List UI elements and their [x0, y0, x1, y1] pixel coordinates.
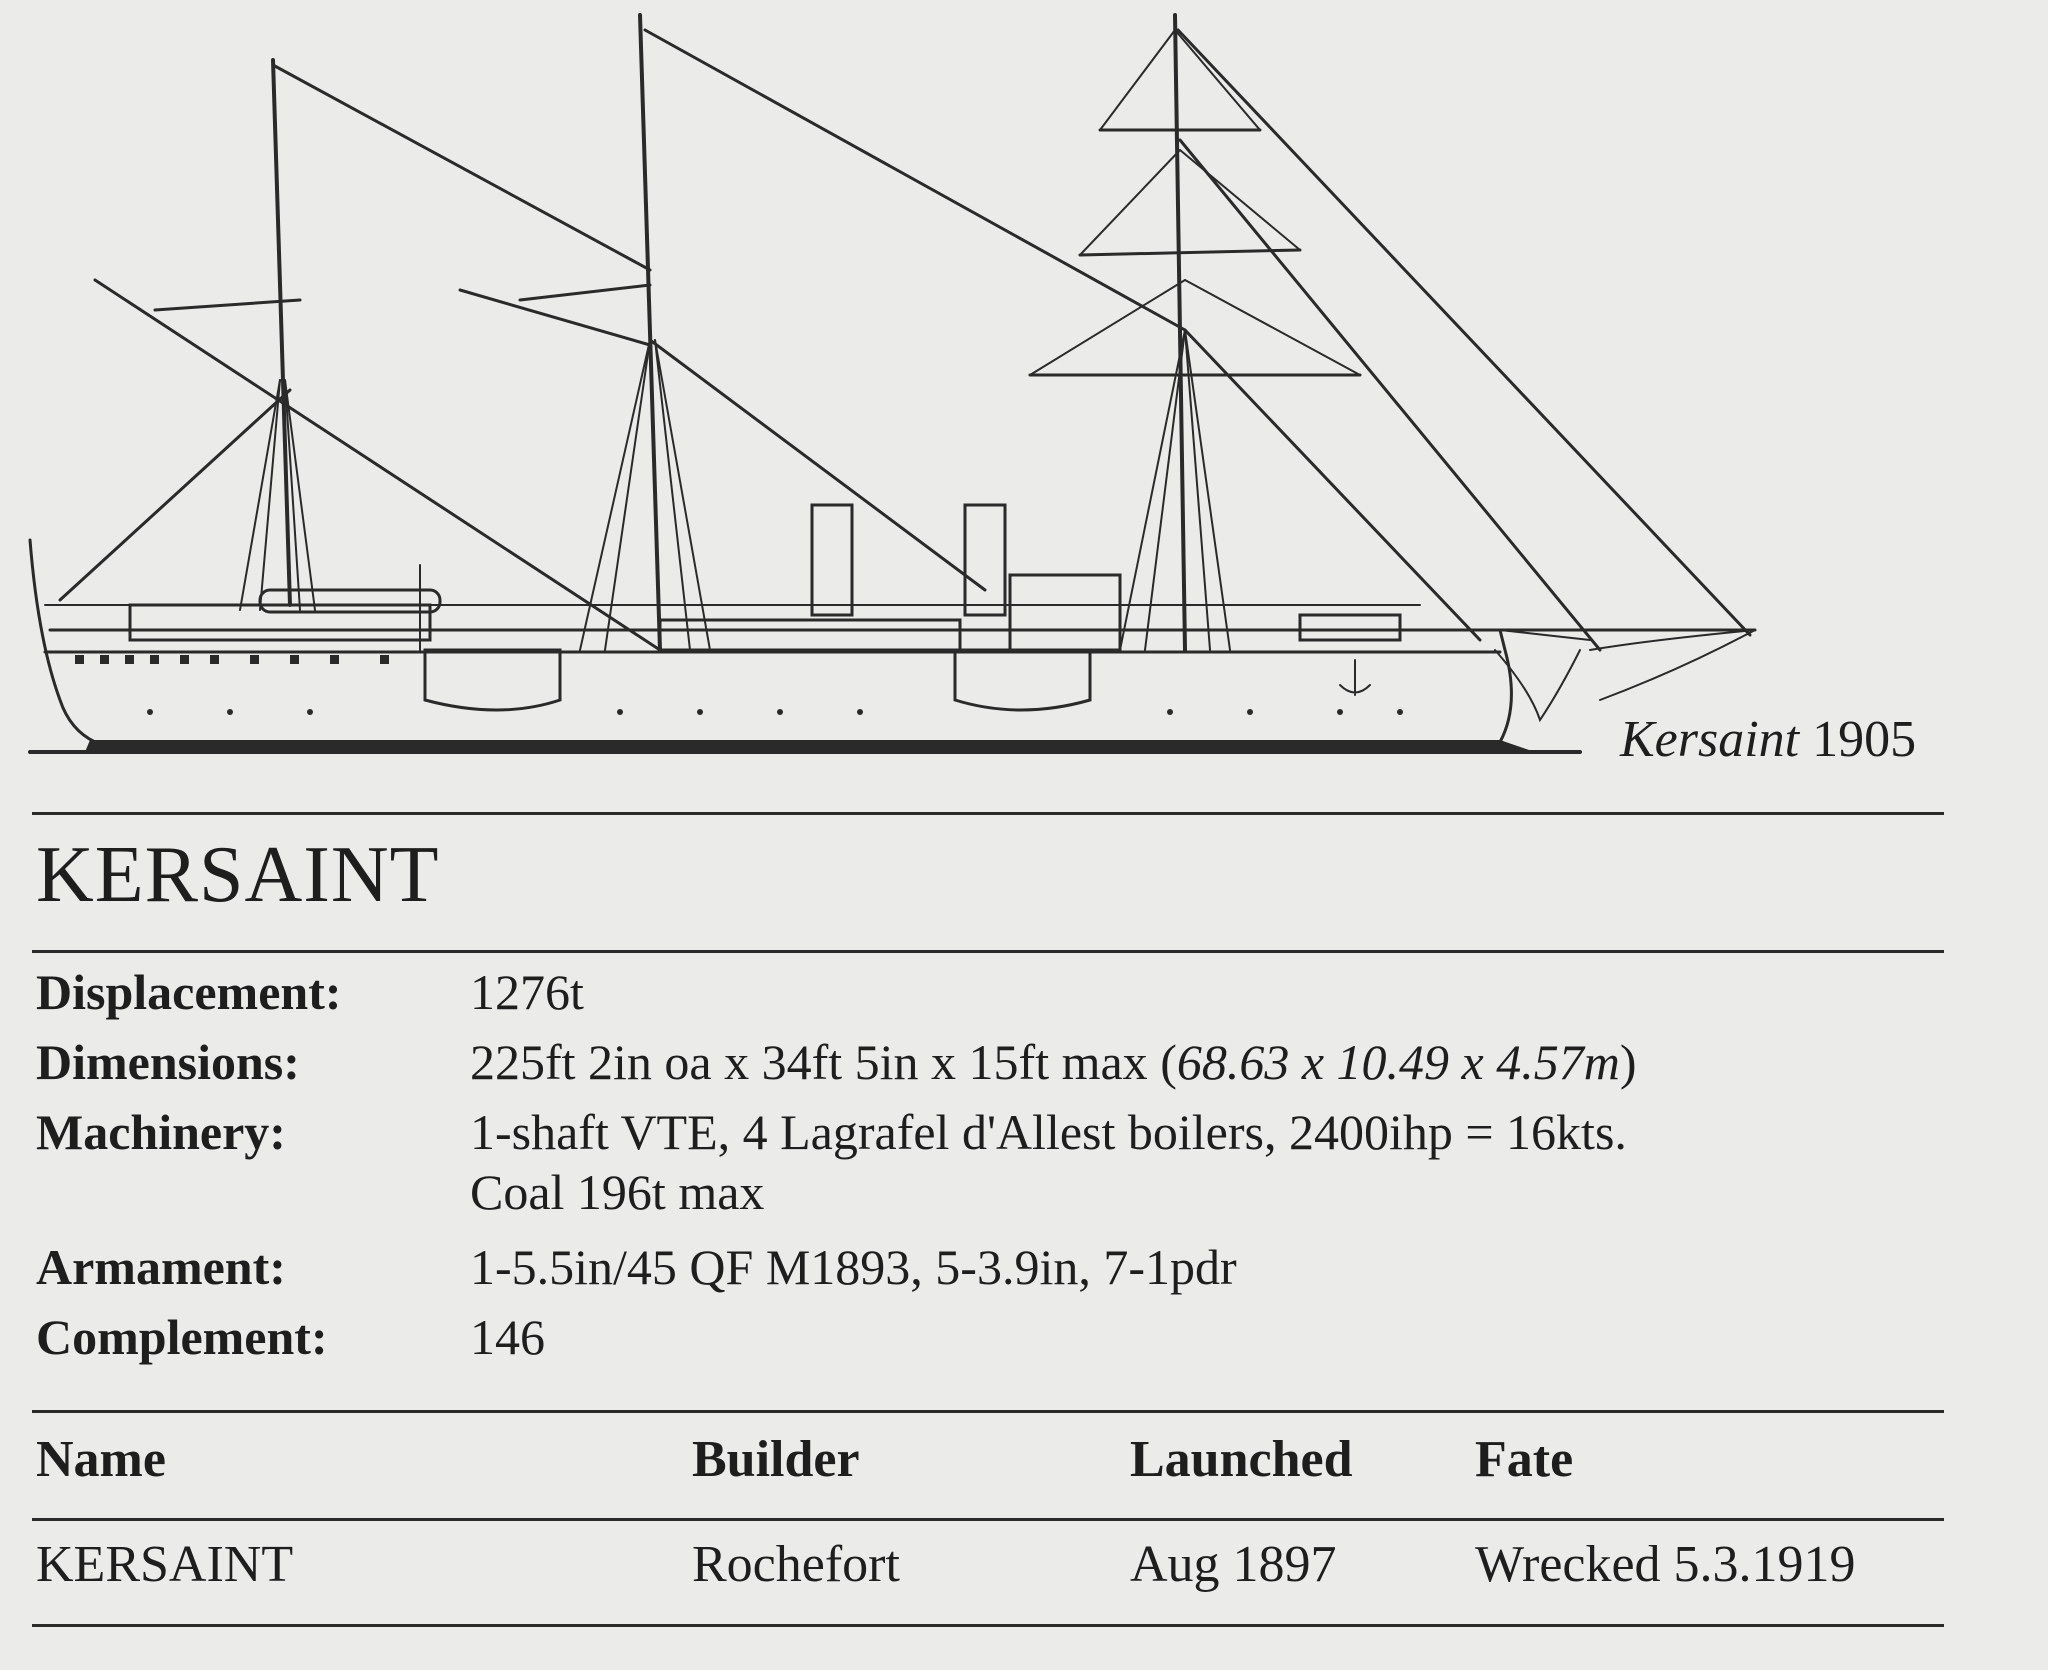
anchor: [1340, 660, 1370, 695]
header-builder: Builder: [692, 1431, 860, 1488]
mizzen-mast: [273, 60, 290, 605]
complement-value: 146: [470, 1309, 545, 1365]
drawing-caption: [1620, 710, 1916, 769]
sponson-fwd: [955, 650, 1090, 710]
mizzen-shrouds: [240, 380, 315, 610]
funnel-fwd: [965, 505, 1005, 615]
ship-title: KERSAINT: [36, 831, 440, 919]
aft-deckhouse: [130, 605, 430, 640]
mizzen-stay-aft: [60, 390, 290, 600]
row-launched: Aug 1897: [1130, 1536, 1337, 1593]
header-name: Name: [36, 1431, 166, 1488]
machinery-value-line1: 1-shaft VTE, 4 Lagrafel d'Allest boilers, 2400ihp = 16kts.: [470, 1104, 1627, 1160]
armament-label: Armament:: [36, 1239, 286, 1295]
main-mast: [640, 15, 660, 650]
rule-top: [32, 812, 1944, 815]
rule-table-bottom: [32, 1624, 1944, 1627]
funnel-aft: [812, 505, 852, 615]
dimensions-imperial: 225ft 2in oa x 34ft 5in x 15ft max: [470, 1034, 1148, 1090]
fore-stay-mid: [1180, 140, 1600, 650]
jib-rigging: [1590, 630, 1755, 700]
fore-stay-long: [1178, 30, 1750, 635]
caption-year: 1905: [1812, 711, 1917, 768]
bow-gun: [1300, 615, 1400, 640]
row-builder: Rochefort: [692, 1536, 900, 1593]
dimensions-metric: 68.63 x 10.49 x 4.57m: [1176, 1034, 1620, 1090]
main-yard: [520, 285, 650, 300]
row-name: KERSAINT: [36, 1536, 294, 1593]
header-launched: Launched: [1130, 1431, 1353, 1488]
caption-ship-name: Kersaint: [1620, 711, 1800, 768]
mizzen-yard: [155, 300, 300, 310]
mizzen-gaff: [95, 280, 660, 650]
mizzen-stay-fwd: [273, 65, 650, 270]
row-fate: Wrecked 5.3.1919: [1475, 1536, 1856, 1593]
main-gaff: [460, 290, 650, 345]
aft-boat: [260, 590, 440, 612]
complement-label: Complement:: [36, 1309, 328, 1365]
machinery-label: Machinery:: [36, 1104, 286, 1160]
displacement-value: 1276t: [470, 964, 584, 1020]
header-fate: Fate: [1475, 1431, 1574, 1488]
main-stay-long: [650, 340, 985, 590]
sponson-aft: [425, 650, 560, 710]
fore-shrouds: [1120, 330, 1230, 650]
bridge-house: [1010, 575, 1120, 650]
main-stay-fwd: [645, 30, 1185, 330]
rule-under-title: [32, 950, 1944, 953]
rule-table-top: [32, 1410, 1944, 1413]
fore-yard-upper: [1080, 250, 1300, 255]
machinery-value-line2: Coal 196t max: [470, 1164, 765, 1220]
fore-braces: [1030, 30, 1360, 375]
main-shrouds: [580, 340, 710, 650]
portholes: [75, 655, 1403, 715]
rule-table-header: [32, 1518, 1944, 1521]
ship-profile-drawing: [0, 0, 2048, 800]
dimensions-label: Dimensions:: [36, 1034, 300, 1090]
armament-value: 1-5.5in/45 QF M1893, 5-3.9in, 7-1pdr: [470, 1239, 1237, 1295]
dimensions-value: 225ft 2in oa x 34ft 5in x 15ft max (68.63 x 10.49 x 4.57m): [470, 1034, 1637, 1090]
displacement-label: Displacement:: [36, 964, 342, 1020]
